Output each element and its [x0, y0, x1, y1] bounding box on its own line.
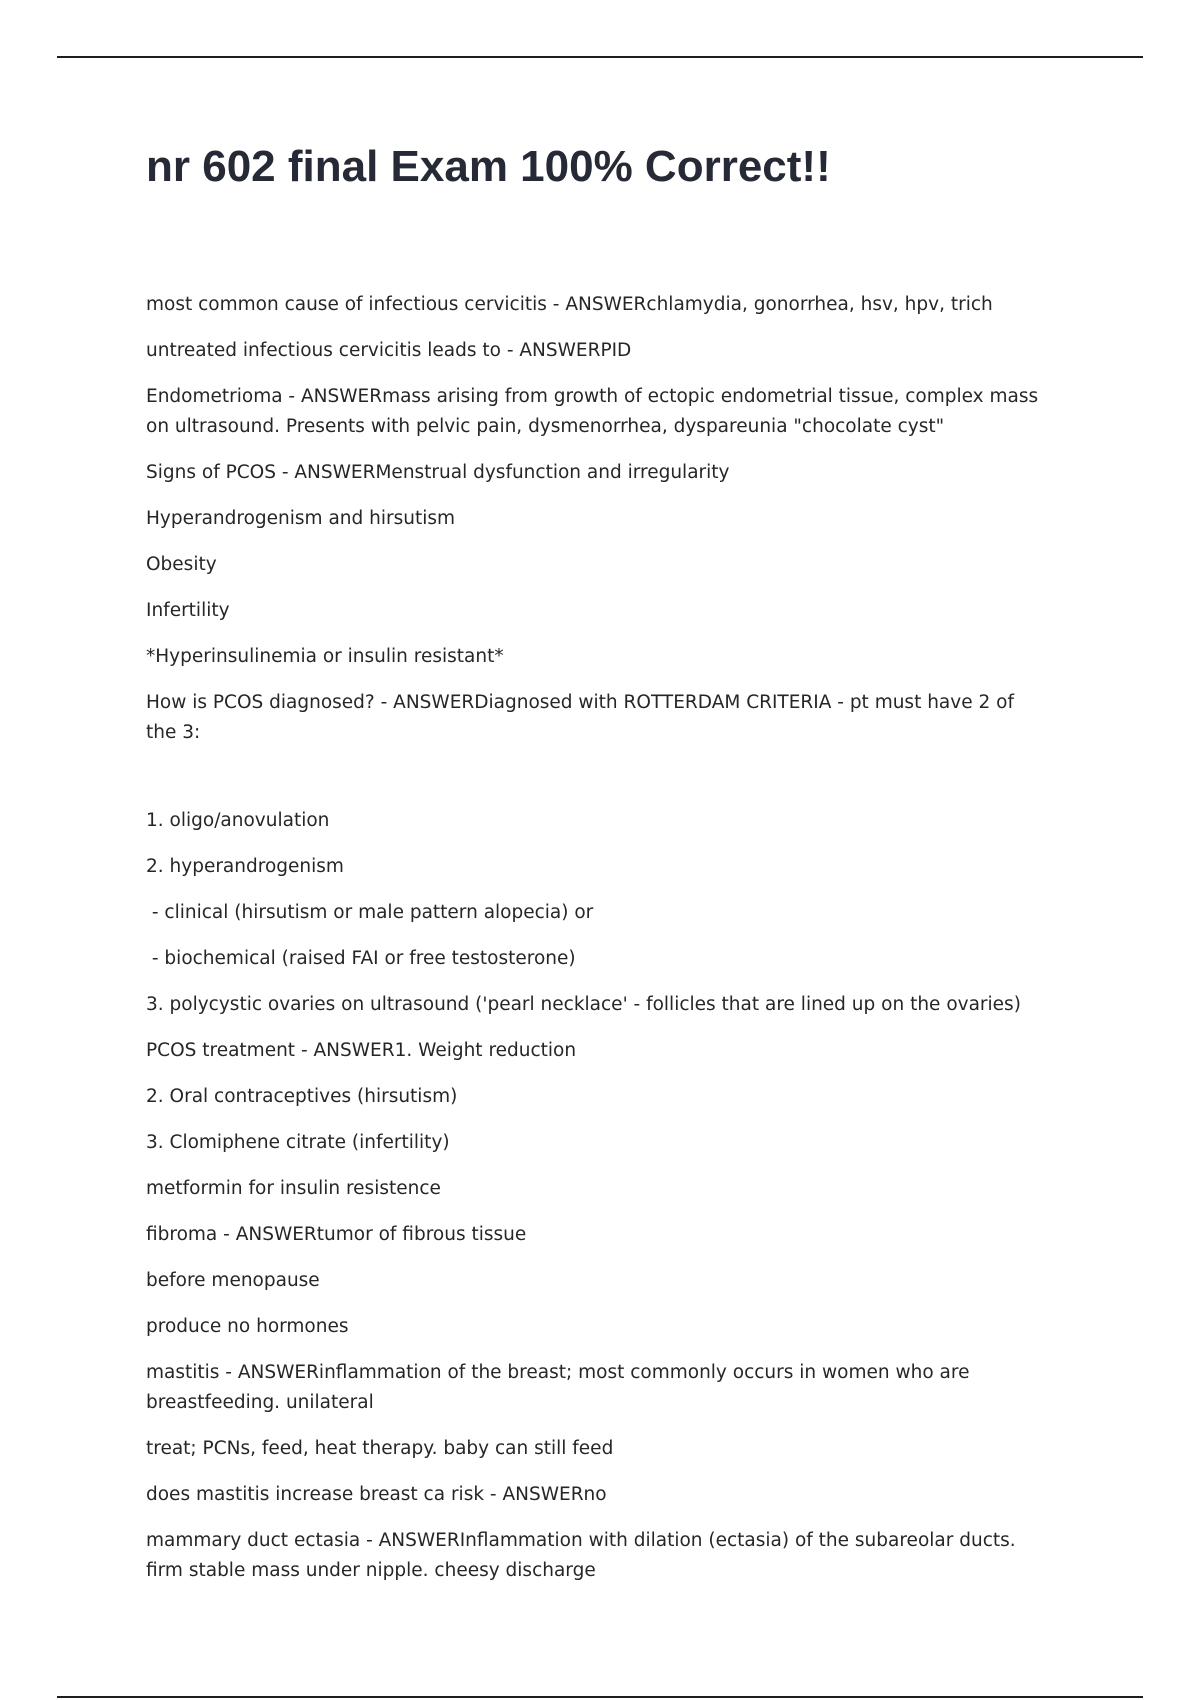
qa-pcos-signs: Signs of PCOS - ANSWERMenstrual dysfunction and irregularity — [146, 462, 730, 483]
pcos-sign-infertility: Infertility — [146, 600, 230, 621]
qa-cervicitis-cause: most common cause of infectious cervicitis - ANSWERchlamydia, gonorrhea, hsv, hpv, trich — [146, 294, 993, 315]
qa-cervicitis-untreated: untreated infectious cervicitis leads to - ANSWERPID — [146, 340, 632, 361]
qa-pcos-diagnosis: How is PCOS diagnosed? - ANSWERDiagnosed with ROTTERDAM CRITERIA - pt must have 2 of the 3: — [146, 692, 1014, 743]
fibroma-before-menopause: before menopause — [146, 1270, 320, 1291]
criteria-polycystic-ovaries: 3. polycystic ovaries on ultrasound ('pearl necklace' - follicles that are lined up on the ovaries) — [146, 994, 1021, 1015]
pcos-sign-hyperinsulinemia: *Hyperinsulinemia or insulin resistant* — [146, 646, 504, 667]
treatment-clomiphene: 3. Clomiphene citrate (infertility) — [146, 1132, 450, 1153]
pcos-sign-obesity: Obesity — [146, 554, 217, 575]
document-title: nr 602 final Exam 100% Correct!! — [146, 142, 831, 191]
qa-endometrioma: Endometrioma - ANSWERmass arising from growth of ectopic endometrial tissue, complex mass on ultrasound. Presents with pelvic pain, dysmenorrhea, dyspareunia "chocolate cyst" — [146, 386, 1039, 437]
criteria-hyperandrogenism: 2. hyperandrogenism — [146, 856, 344, 877]
criteria-oligo-anovulation: 1. oligo/anovulation — [146, 810, 330, 831]
header-rule — [57, 56, 1143, 58]
mastitis-treatment: treat; PCNs, feed, heat therapy. baby can still feed — [146, 1438, 614, 1459]
qa-mammary-duct-ectasia: mammary duct ectasia - ANSWERInflammation with dilation (ectasia) of the subareolar ducts. firm stable mass under nipple. cheesy discharge — [146, 1530, 1016, 1581]
qa-mastitis: mastitis - ANSWERinflammation of the breast; most commonly occurs in women who are breastfeeding. unilateral — [146, 1362, 970, 1413]
criteria-clinical: - clinical (hirsutism or male pattern alopecia) or — [146, 902, 594, 923]
qa-pcos-treatment: PCOS treatment - ANSWER1. Weight reduction — [146, 1040, 577, 1061]
footer-rule — [57, 1696, 1143, 1698]
criteria-biochemical: - biochemical (raised FAI or free testosterone) — [146, 948, 576, 969]
pcos-sign-hyperandrogenism: Hyperandrogenism and hirsutism — [146, 508, 456, 529]
qa-fibroma: fibroma - ANSWERtumor of fibrous tissue — [146, 1224, 527, 1245]
document-body — [146, 290, 1046, 1602]
treatment-oral-contraceptives: 2. Oral contraceptives (hirsutism) — [146, 1086, 458, 1107]
treatment-metformin: metformin for insulin resistence — [146, 1178, 441, 1199]
fibroma-no-hormones: produce no hormones — [146, 1316, 349, 1337]
qa-mastitis-ca-risk: does mastitis increase breast ca risk - ANSWERno — [146, 1484, 607, 1505]
